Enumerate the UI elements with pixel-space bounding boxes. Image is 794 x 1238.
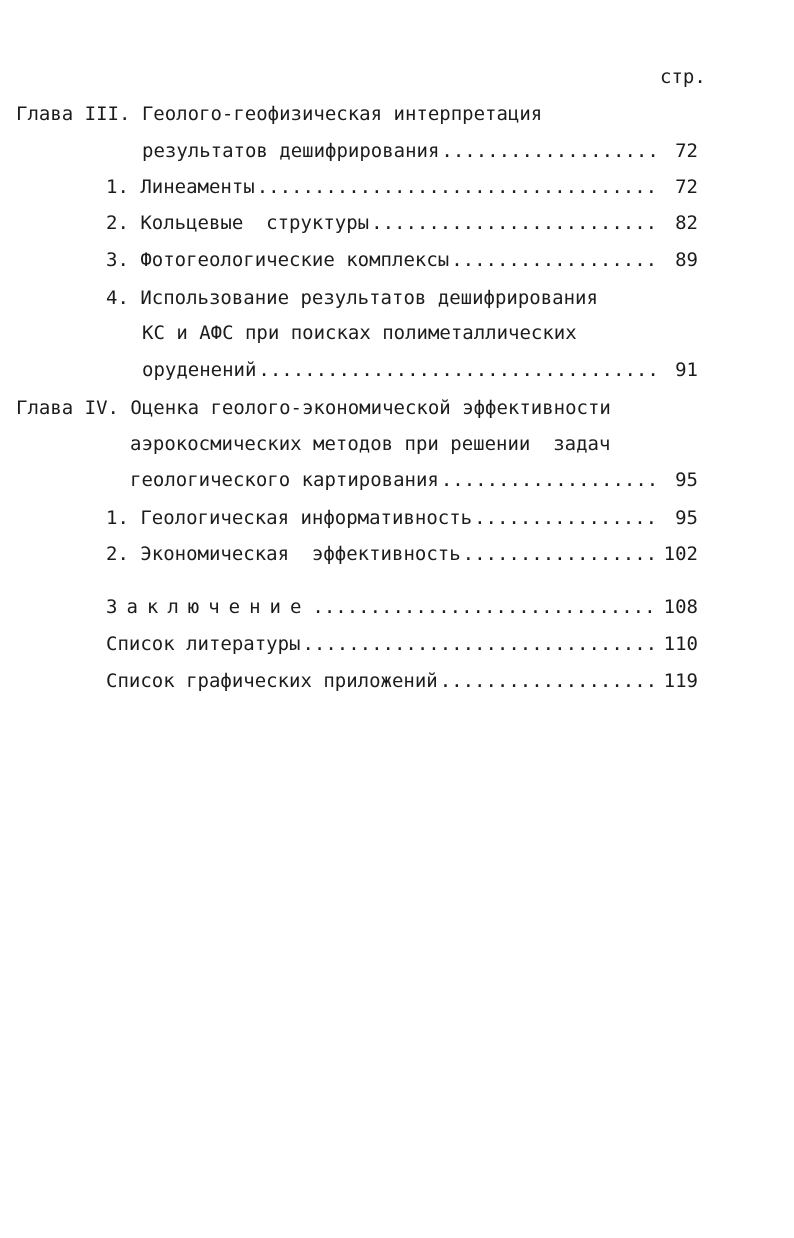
section-number: 2. <box>106 212 129 234</box>
page-number: 95 <box>675 469 698 491</box>
section-label: Фотогеологические комплексы <box>140 249 450 271</box>
dot-leader <box>463 541 658 567</box>
toc-entry-chapter-4 <box>130 467 698 493</box>
dot-leader <box>258 357 658 383</box>
appendices-label: Список графических приложений <box>106 670 438 692</box>
section-title <box>106 174 255 200</box>
section-label: Экономическая эффективность <box>140 543 461 565</box>
references-label: Список литературы <box>106 633 301 655</box>
page-number: 110 <box>663 633 698 655</box>
page-number: 95 <box>675 507 698 529</box>
toc-entry-chapter-3 <box>142 138 698 164</box>
dot-leader <box>440 668 658 694</box>
toc-entry-3-3 <box>106 247 698 273</box>
page-number: 119 <box>663 670 698 692</box>
dot-leader <box>441 467 658 493</box>
dot-leader <box>302 631 657 657</box>
page-column-header: стр. <box>660 66 706 88</box>
dot-leader <box>371 210 658 236</box>
section-number: 1. <box>106 176 129 198</box>
chapter-4-title-line2: аэрокосмических методов при решении задач <box>130 433 611 455</box>
page-number: 89 <box>675 249 698 271</box>
section-label: Кольцевые структуры <box>140 212 370 234</box>
page-number: 91 <box>675 359 698 381</box>
toc-entry-references <box>106 631 698 657</box>
toc-entry-appendices <box>106 668 698 694</box>
toc-entry-3-2 <box>106 210 698 236</box>
toc-entry-4-2 <box>106 541 698 567</box>
chapter-3-prefix: Глава III. <box>16 103 131 125</box>
section-title <box>106 505 472 531</box>
conclusion-label: Заключение <box>106 596 311 618</box>
section-number: 1. <box>106 507 129 529</box>
toc-entry-conclusion <box>106 594 698 620</box>
chapter-4-prefix: Глава IV. <box>16 397 119 419</box>
page-number: 82 <box>675 212 698 234</box>
page-number: 72 <box>675 176 698 198</box>
chapter-4-title-last: геологического картирования <box>130 469 439 491</box>
section-title <box>106 541 461 567</box>
page-number: 72 <box>675 140 698 162</box>
chapter-4-heading <box>16 395 611 421</box>
toc-entry-3-1 <box>106 174 698 200</box>
dot-leader <box>451 247 658 273</box>
section-title <box>106 210 369 236</box>
toc-entry-3-4 <box>142 357 698 383</box>
section-label: Геологическая информативность <box>140 507 473 529</box>
chapter-3-heading <box>16 101 542 127</box>
section-label-last: оруденений <box>142 359 257 381</box>
section-number: 4. <box>106 287 129 309</box>
toc-entry-3-4-line1 <box>106 285 598 311</box>
dot-leader <box>474 505 658 531</box>
section-label-line1: Использование результатов дешифрирования <box>140 287 598 309</box>
section-title <box>106 247 449 273</box>
page-number: 102 <box>663 543 698 565</box>
chapter-4-title-line1: Оценка геолого-экономической эффективности <box>130 397 611 419</box>
section-label: Линеаменты <box>140 176 255 198</box>
toc-entry-3-4-line2: КС и АФС при поисках полиметаллических <box>142 322 577 344</box>
toc-entry-4-1 <box>106 505 698 531</box>
dot-leader <box>441 138 658 164</box>
chapter-3-title-last: результатов дешифрирования <box>142 140 440 162</box>
section-number: 3. <box>106 249 129 271</box>
dot-leader <box>312 594 657 620</box>
page-number: 108 <box>663 596 698 618</box>
section-number: 2. <box>106 543 129 565</box>
chapter-3-title-line1: Геолого-геофизическая интерпретация <box>141 103 543 125</box>
dot-leader <box>257 174 658 200</box>
